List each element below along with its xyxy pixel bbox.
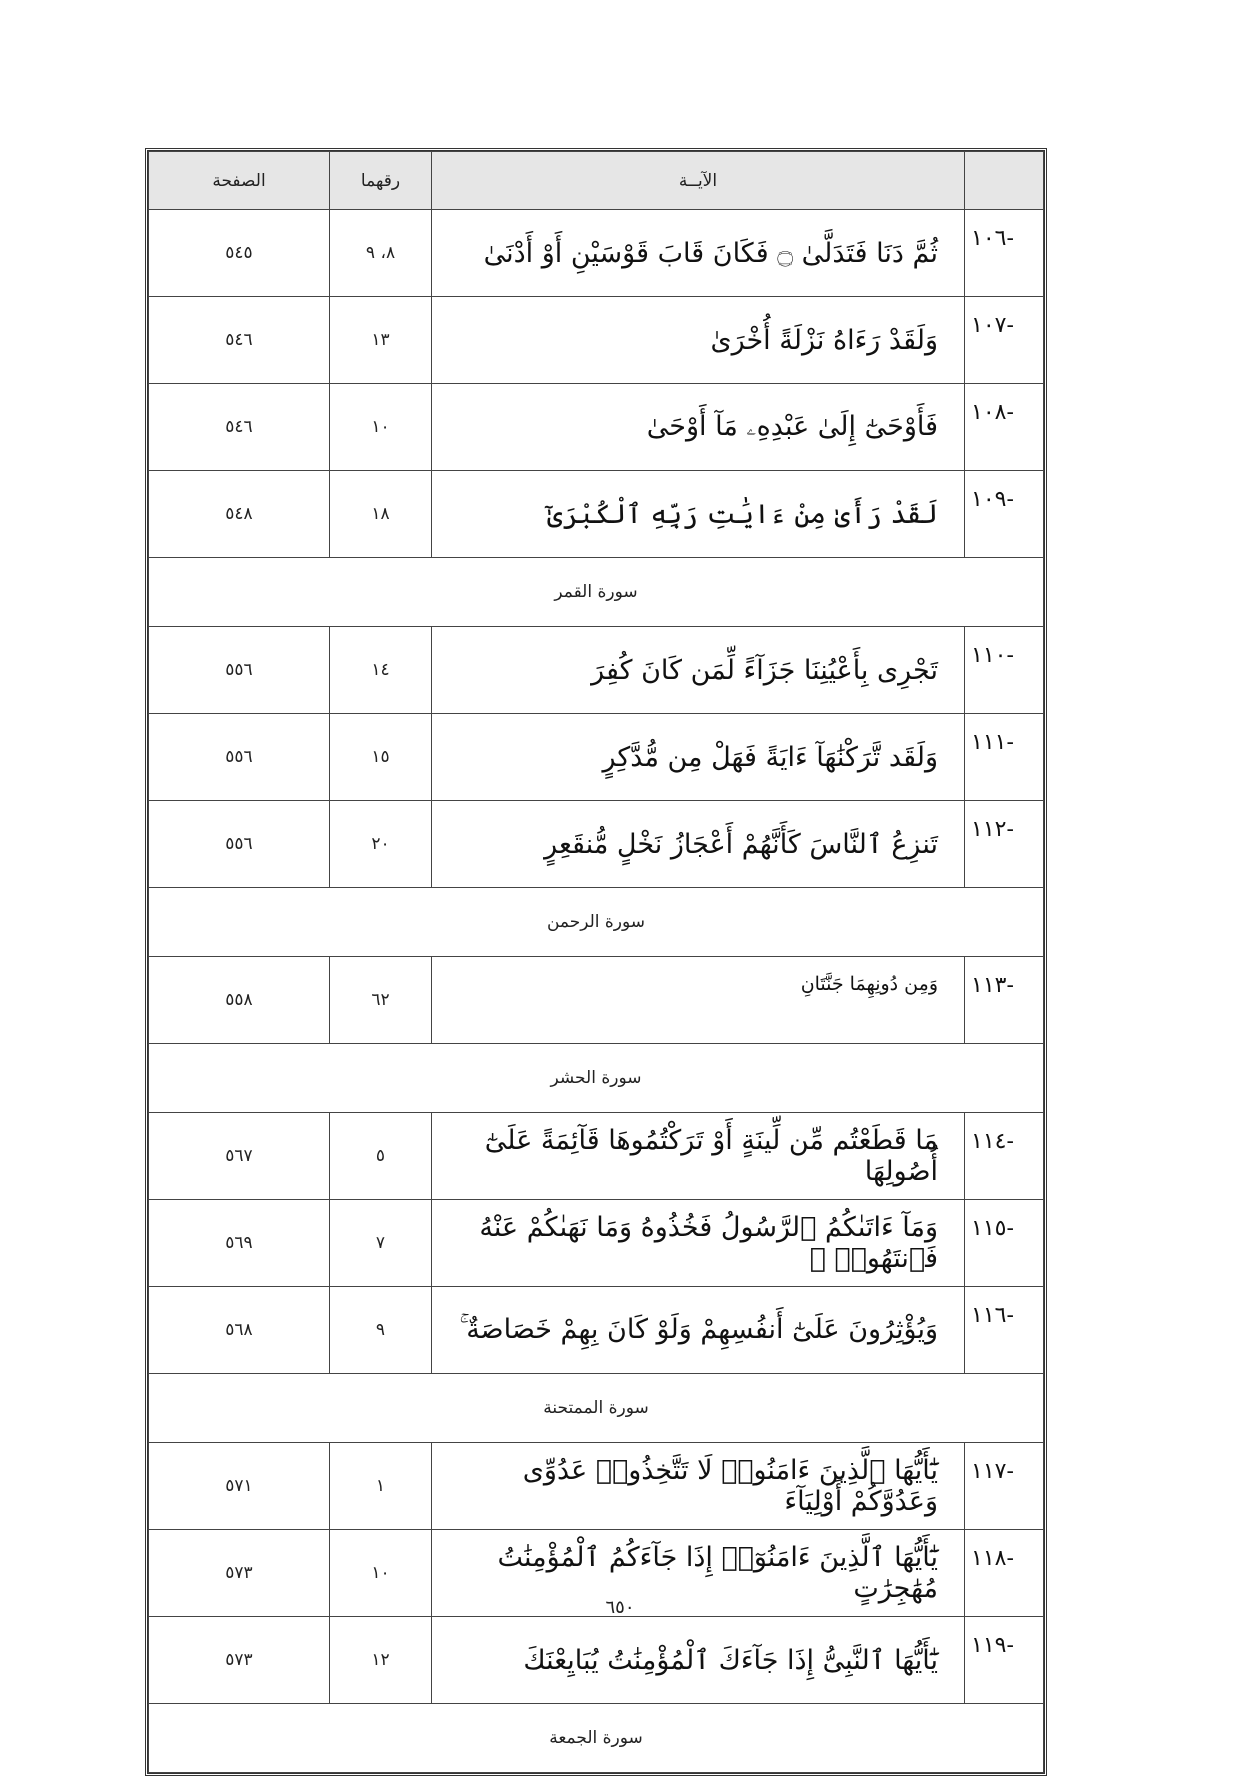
verse-text: وَلَقَد تَّرَكْنَٰهَآ ءَايَةً فَهَلْ مِن مُّدَّكِرٍ (432, 714, 965, 801)
verse-index: -١١٤ (965, 1113, 1044, 1200)
table-row (149, 210, 1044, 297)
surah-heading-row (149, 558, 1044, 627)
surah-heading-row (149, 1044, 1044, 1113)
page-reference: ٥٦٧ (149, 1113, 330, 1200)
surah-title: سورة الحشر (149, 1044, 1044, 1113)
ayah-number: ١٠ (330, 1530, 432, 1617)
page-reference: ٥٤٥ (149, 210, 330, 297)
table-row (149, 714, 1044, 801)
page-reference: ٥٥٦ (149, 714, 330, 801)
header-number (965, 152, 1044, 210)
verses-table-frame (145, 148, 1047, 1776)
page-reference: ٥٧٣ (149, 1530, 330, 1617)
ayah-number: ٩ (330, 1287, 432, 1374)
table-row (149, 297, 1044, 384)
table-row (149, 627, 1044, 714)
surah-title: سورة الجمعة (149, 1704, 1044, 1773)
verse-text: مَا قَطَعْتُم مِّن لِّينَةٍ أَوْ تَرَكْتُمُوهَا قَآئِمَةً عَلَىٰٓ أُصُولِهَا (432, 1113, 965, 1200)
page-number: ٦٥٠ (605, 1597, 635, 1618)
ayah-number: ١٤ (330, 627, 432, 714)
ayah-number: ١٣ (330, 297, 432, 384)
page-reference: ٥٥٦ (149, 627, 330, 714)
verse-index: -١١١ (965, 714, 1044, 801)
page-reference: ٥٧٣ (149, 1617, 330, 1704)
ayah-number: ١ (330, 1443, 432, 1530)
page-reference: ٥٥٨ (149, 957, 330, 1044)
table-row (149, 1287, 1044, 1374)
verse-index: -١١٦ (965, 1287, 1044, 1374)
table-row (149, 1617, 1044, 1704)
table-row (149, 471, 1044, 558)
verse-text: تَجْرِى بِأَعْيُنِنَا جَزَآءً لِّمَن كَانَ كُفِرَ (432, 627, 965, 714)
table-row (149, 801, 1044, 888)
table-row (149, 1200, 1044, 1287)
verse-text: يَٰٓأَيُّهَا ٱلَّذِينَ ءَامَنُوا۟ لَا تَتَّخِذُوا۟ عَدُوِّى وَعَدُوَّكُمْ أَوْلِيَآءَ (432, 1443, 965, 1530)
verses-table (148, 151, 1044, 1773)
verse-index: -١٠٨ (965, 384, 1044, 471)
ayah-number: ٦٢ (330, 957, 432, 1044)
page-reference: ٥٥٦ (149, 801, 330, 888)
verse-text: وَلَقَدْ رَءَاهُ نَزْلَةً أُخْرَىٰ (432, 297, 965, 384)
header-ayah-number: رقهما (330, 152, 432, 210)
surah-title: سورة القمر (149, 558, 1044, 627)
verse-index: -١١٣ (965, 957, 1044, 1044)
verse-index: -١٠٧ (965, 297, 1044, 384)
table-row (149, 1113, 1044, 1200)
header-row (149, 152, 1044, 210)
verse-index: -١٠٦ (965, 210, 1044, 297)
verse-text: تَنزِعُ ٱلنَّاسَ كَأَنَّهُمْ أَعْجَازُ نَخْلٍ مُّنقَعِرٍ (432, 801, 965, 888)
ayah-number: ٨، ٩ (330, 210, 432, 297)
page-reference: ٥٦٩ (149, 1200, 330, 1287)
table-row (149, 1443, 1044, 1530)
verse-text: وَمَآ ءَاتَىٰكُمُ ٱلرَّسُولُ فَخُذُوهُ وَمَا نَهَىٰكُمْ عَنْهُ فَٱنتَهُوا۟ ۚ (432, 1200, 965, 1287)
page-reference: ٥٤٦ (149, 297, 330, 384)
table-row (149, 384, 1044, 471)
page-reference: ٥٤٦ (149, 384, 330, 471)
verse-text: يَٰٓأَيُّهَا ٱلَّذِينَ ءَامَنُوٓا۟ إِذَا جَآءَكُمُ ٱلْمُؤْمِنَٰتُ مُهَٰجِرَٰتٍ (432, 1530, 965, 1617)
ayah-number: ١٥ (330, 714, 432, 801)
verse-index: -١١٨ (965, 1530, 1044, 1617)
page-reference: ٥٤٨ (149, 471, 330, 558)
ayah-number: ٥ (330, 1113, 432, 1200)
verse-text: وَمِن دُونِهِمَا جَنَّتَانِ (432, 957, 965, 1044)
verse-text: فَأَوْحَىٰٓ إِلَىٰ عَبْدِهِۦ مَآ أَوْحَىٰ (432, 384, 965, 471)
ayah-number: ١٨ (330, 471, 432, 558)
verse-index: -١١٥ (965, 1200, 1044, 1287)
verse-index: -١١٧ (965, 1443, 1044, 1530)
surah-heading-row (149, 1704, 1044, 1773)
ayah-number: ١٢ (330, 1617, 432, 1704)
header-verse: الآيــة (432, 152, 965, 210)
page-reference: ٥٧١ (149, 1443, 330, 1530)
verse-text: ثُمَّ دَنَا فَتَدَلَّىٰ ۝ فَكَانَ قَابَ قَوْسَيْنِ أَوْ أَدْنَىٰ (432, 210, 965, 297)
verse-text: يَٰٓأَيُّهَا ٱلنَّبِىُّ إِذَا جَآءَكَ ٱلْمُؤْمِنَٰتُ يُبَايِعْنَكَ (432, 1617, 965, 1704)
page-reference: ٥٦٨ (149, 1287, 330, 1374)
surah-title: سورة الرحمن (149, 888, 1044, 957)
surah-heading-row (149, 888, 1044, 957)
verse-index: -١٠٩ (965, 471, 1044, 558)
verse-index: -١١٢ (965, 801, 1044, 888)
ayah-number: ٢٠ (330, 801, 432, 888)
verse-index: -١١٠ (965, 627, 1044, 714)
table-body (149, 210, 1044, 1773)
surah-heading-row (149, 1374, 1044, 1443)
verse-text: لَقَدْ رَأَىٰ مِنْ ءَايَٰتِ رَبِّهِ ٱلْكُبْرَىٰٓ (432, 471, 965, 558)
verse-text: وَيُؤْثِرُونَ عَلَىٰٓ أَنفُسِهِمْ وَلَوْ كَانَ بِهِمْ خَصَاصَةٌ ۚ (432, 1287, 965, 1374)
table-row (149, 957, 1044, 1044)
ayah-number: ٧ (330, 1200, 432, 1287)
ayah-number: ١٠ (330, 384, 432, 471)
verse-index: -١١٩ (965, 1617, 1044, 1704)
header-page: الصفحة (149, 152, 330, 210)
surah-title: سورة الممتحنة (149, 1374, 1044, 1443)
